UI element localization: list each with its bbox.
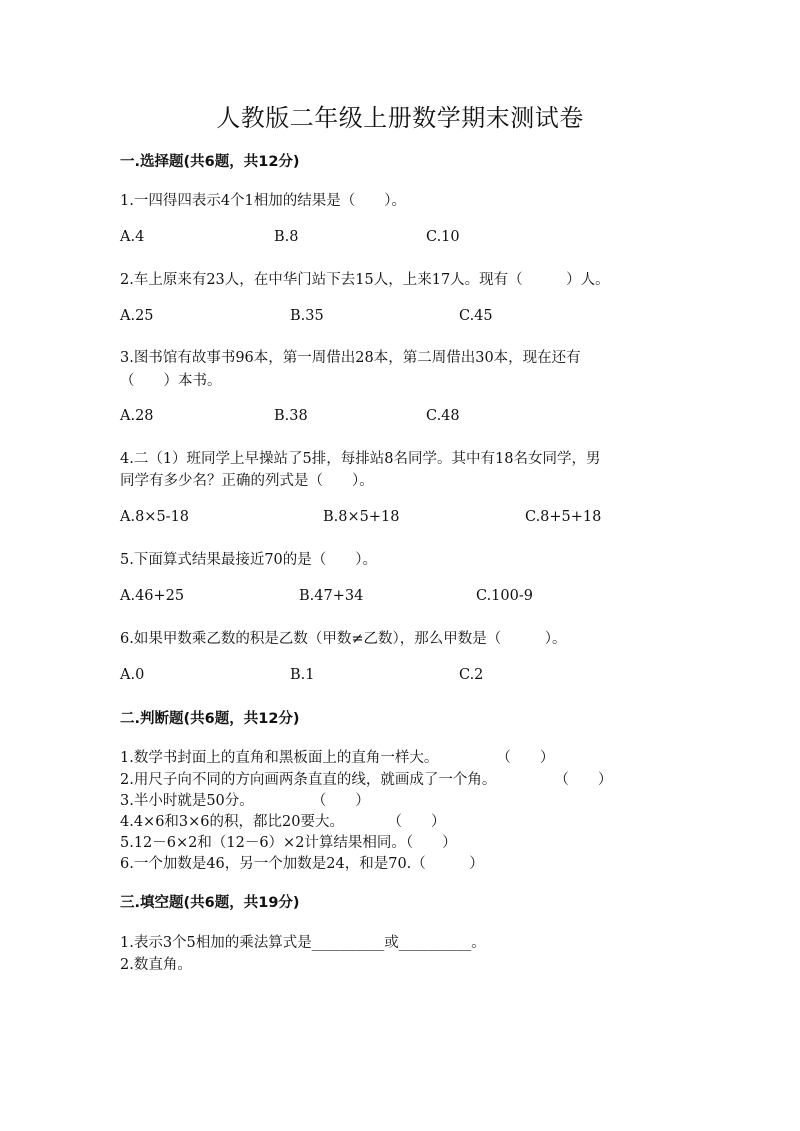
fill-in-item-1: 1.表示3个5相加的乘法算式是__________或__________。 — [120, 935, 486, 951]
true-false-item-5: 5.12－6×2和（12－6）×2计算结果相同。（ ） — [120, 835, 457, 851]
question-2-option-a: A.25 — [120, 308, 154, 324]
question-1-stem: 1.一四得四表示4个1相加的结果是（ ）。 — [120, 193, 407, 209]
question-2-stem: 2.车上原来有23人，在中华门站下去15人，上来17人。现有（ ）人。 — [120, 272, 610, 288]
section-heading-fill-in: 三.填空题(共6题，共19分) — [120, 895, 300, 911]
section-heading-choice: 一.选择题(共6题，共12分) — [120, 154, 300, 170]
question-1-option-c: C.10 — [426, 229, 460, 245]
fill-in-item-2: 2.数直角。 — [120, 957, 192, 973]
true-false-item-6: 6.一个加数是46，另一个加数是24，和是70.（ ） — [120, 856, 484, 872]
question-3-stem-line-1: 3.图书馆有故事书96本，第一周借出28本，第二周借出30本，现在还有 — [120, 350, 581, 366]
question-6-option-b: B.1 — [290, 667, 315, 683]
section-heading-true-false: 二.判断题(共6题，共12分) — [120, 711, 300, 727]
question-4-option-b: B.8×5+18 — [323, 509, 400, 525]
question-4-option-c: C.8+5+18 — [525, 509, 602, 525]
question-3-stem-line-2: （ ）本书。 — [120, 373, 222, 389]
question-2-option-c: C.45 — [459, 308, 493, 324]
question-6-option-a: A.0 — [120, 667, 145, 683]
question-6-option-c: C.2 — [459, 667, 484, 683]
question-3-option-a: A.28 — [120, 408, 154, 424]
true-false-item-2: 2.用尺子向不同的方向画两条直直的线，就画成了一个角。 （ ） — [120, 772, 613, 788]
question-3-option-c: C.48 — [426, 408, 460, 424]
true-false-item-1: 1.数学书封面上的直角和黑板面上的直角一样大。 （ ） — [120, 750, 555, 766]
question-2-option-b: B.35 — [290, 308, 324, 324]
question-6-stem: 6.如果甲数乘乙数的积是乙数（甲数≠乙数），那么甲数是（ ）。 — [120, 631, 567, 647]
question-1-option-b: B.8 — [274, 229, 299, 245]
page-title: 人教版二年级上册数学期末测试卷 — [216, 104, 584, 132]
question-5-option-b: B.47+34 — [299, 588, 364, 604]
question-5-option-a: A.46+25 — [120, 588, 185, 604]
question-5-stem: 5.下面算式结果最接近70的是（ ）。 — [120, 552, 378, 568]
question-5-option-c: C.100-9 — [476, 588, 533, 604]
question-4-stem-line-2: 同学有多少名？正确的列式是（ ）。 — [120, 473, 374, 489]
question-4-option-a: A.8×5-18 — [120, 509, 190, 525]
true-false-item-3: 3.半小时就是50分。 （ ） — [120, 793, 370, 809]
question-4-stem-line-1: 4.二（1）班同学上早操站了5排，每排站8名同学。其中有18名女同学，男 — [120, 451, 601, 467]
question-1-option-a: A.4 — [120, 229, 145, 245]
true-false-item-4: 4.4×6和3×6的积，都比20要大。 （ ） — [120, 814, 446, 830]
question-3-option-b: B.38 — [274, 408, 308, 424]
